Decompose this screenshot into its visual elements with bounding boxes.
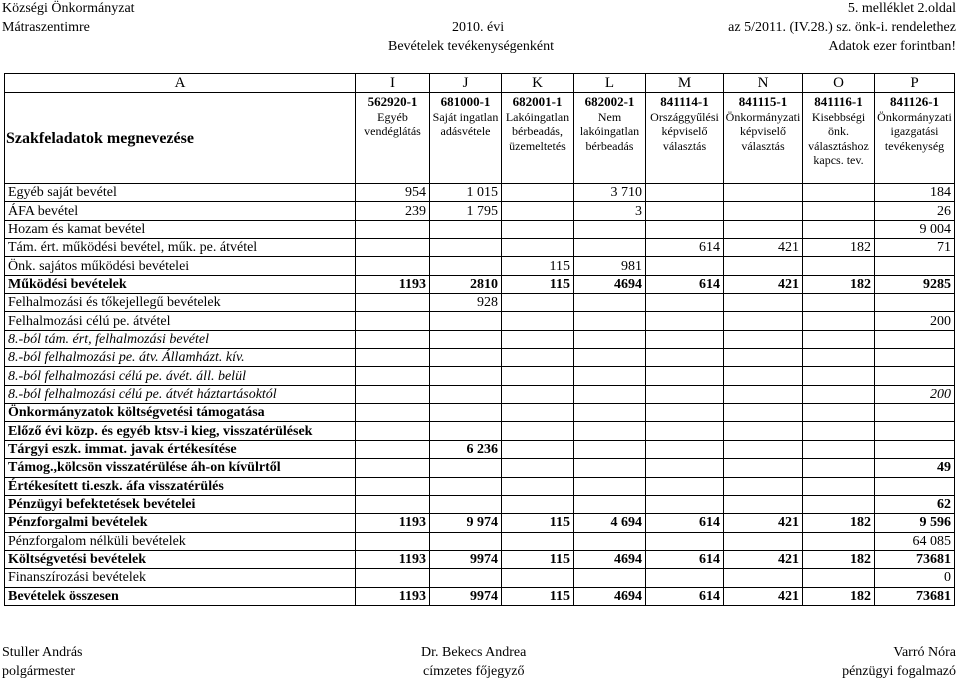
value-cell [875, 349, 955, 367]
column-code: 681000-1 [440, 94, 491, 109]
value-cell [502, 569, 574, 587]
signer2-role: címzetes főjegyző [423, 664, 525, 679]
value-cell [724, 532, 803, 550]
value-cell: 9285 [875, 275, 955, 293]
value-cell [356, 312, 430, 330]
value-cell [574, 312, 646, 330]
value-cell [356, 569, 430, 587]
value-cell: 421 [724, 550, 803, 568]
value-cell [724, 367, 803, 385]
value-cell [502, 330, 574, 348]
column-header [646, 93, 724, 184]
value-cell [502, 202, 574, 220]
value-cell [646, 202, 724, 220]
value-cell: 64 085 [875, 532, 955, 550]
value-cell [803, 349, 875, 367]
value-cell: 614 [646, 514, 724, 532]
year-label: 2010. évi [452, 20, 505, 35]
value-cell [646, 330, 724, 348]
value-cell [430, 220, 502, 238]
value-cell [574, 330, 646, 348]
value-cell [430, 257, 502, 275]
value-cell: 614 [646, 550, 724, 568]
table-row [5, 294, 955, 312]
value-cell [356, 440, 430, 458]
signer1-role: polgármester [2, 664, 76, 679]
value-cell: 9974 [430, 550, 502, 568]
value-cell [875, 257, 955, 275]
value-cell [430, 349, 502, 367]
value-cell: 421 [724, 587, 803, 605]
value-cell [646, 367, 724, 385]
column-letter: A [5, 74, 356, 93]
value-cell: 115 [502, 275, 574, 293]
value-cell: 26 [875, 202, 955, 220]
value-cell [356, 220, 430, 238]
value-cell [875, 422, 955, 440]
table-row [5, 440, 955, 458]
column-header [430, 93, 502, 184]
value-cell [724, 459, 803, 477]
value-cell [724, 202, 803, 220]
table-row [5, 220, 955, 238]
value-cell [502, 422, 574, 440]
value-cell: 3 710 [574, 184, 646, 202]
table-row [5, 184, 955, 202]
column-header [875, 93, 955, 184]
value-cell [574, 349, 646, 367]
value-cell: 1193 [356, 514, 430, 532]
column-code: 682001-1 [512, 94, 563, 109]
value-cell [356, 330, 430, 348]
column-code: 841115-1 [738, 94, 788, 109]
value-cell [574, 239, 646, 257]
value-cell [724, 477, 803, 495]
value-cell [502, 367, 574, 385]
value-cell: 3 [574, 202, 646, 220]
value-cell [803, 477, 875, 495]
value-cell [646, 440, 724, 458]
value-cell [646, 184, 724, 202]
value-cell [646, 404, 724, 422]
column-header [724, 93, 803, 184]
table-row [5, 385, 955, 403]
value-cell [724, 404, 803, 422]
value-cell: 614 [646, 275, 724, 293]
value-cell: 1 015 [430, 184, 502, 202]
value-cell: 928 [430, 294, 502, 312]
row-label: Önkormányzatok költségvetési támogatása [5, 404, 356, 422]
revenue-table [4, 73, 955, 606]
value-cell: 115 [502, 550, 574, 568]
row-label: Működési bevételek [5, 275, 356, 293]
value-cell: 1 795 [430, 202, 502, 220]
value-cell [356, 532, 430, 550]
value-cell [502, 294, 574, 312]
column-name: Lakóingatlan bérbeadás, üzemeltetés [505, 109, 570, 153]
value-cell: 421 [724, 514, 803, 532]
decree-ref: az 5/2011. (IV.28.) sz. önk-i. rendelethez [728, 20, 956, 35]
table-row [5, 550, 955, 568]
row-label: Önk. sajátos működési bevételei [5, 257, 356, 275]
value-cell [803, 330, 875, 348]
value-cell [502, 440, 574, 458]
value-cell: 239 [356, 202, 430, 220]
value-cell [803, 404, 875, 422]
value-cell: 62 [875, 495, 955, 513]
value-cell [574, 294, 646, 312]
column-header [803, 93, 875, 184]
row-label: Költségvetési bevételek [5, 550, 356, 568]
value-cell: 1193 [356, 550, 430, 568]
table-row [5, 275, 955, 293]
row-label: Finanszírozási bevételek [5, 569, 356, 587]
row-label: Felhalmozási célú pe. átvétel [5, 312, 356, 330]
column-code: 562920-1 [367, 94, 418, 109]
signer3-role: pénzügyi fogalmazó [842, 664, 956, 679]
value-cell [356, 422, 430, 440]
row-label: Pénzügyi befektetések bevételei [5, 495, 356, 513]
table-row [5, 587, 955, 605]
column-name: Önkormányzati igazgatási tevékenység [877, 109, 952, 153]
table-row [5, 514, 955, 532]
value-cell: 6 236 [430, 440, 502, 458]
table-row [5, 330, 955, 348]
value-cell [803, 184, 875, 202]
column-letter: N [724, 74, 803, 93]
value-cell [646, 349, 724, 367]
value-cell [724, 184, 803, 202]
value-cell: 1193 [356, 587, 430, 605]
value-cell [724, 330, 803, 348]
value-cell [430, 404, 502, 422]
value-cell: 954 [356, 184, 430, 202]
row-label: 8.-ból tám. ért, felhalmozási bevétel [5, 330, 356, 348]
value-cell: 4694 [574, 550, 646, 568]
value-cell: 4694 [574, 587, 646, 605]
column-name: Kisebbségi önk. választáshoz kapcs. tev. [808, 109, 869, 167]
table-row [5, 532, 955, 550]
value-cell [430, 385, 502, 403]
value-cell [430, 367, 502, 385]
row-label: Bevételek összesen [5, 587, 356, 605]
table-row [5, 477, 955, 495]
value-cell [430, 532, 502, 550]
value-cell: 1193 [356, 275, 430, 293]
value-cell: 614 [646, 587, 724, 605]
value-cell: 73681 [875, 550, 955, 568]
value-cell [646, 459, 724, 477]
table-row [5, 257, 955, 275]
value-cell [574, 385, 646, 403]
table-row [5, 495, 955, 513]
table-row [5, 312, 955, 330]
value-cell: 73681 [875, 587, 955, 605]
table-row [5, 404, 955, 422]
value-cell [356, 477, 430, 495]
value-cell [803, 459, 875, 477]
value-cell [724, 220, 803, 238]
unit-label: Adatok ezer forintban! [828, 39, 956, 54]
value-cell [430, 330, 502, 348]
value-cell [574, 367, 646, 385]
page-ref: 5. melléklet 2.oldal [847, 1, 956, 16]
value-cell [356, 349, 430, 367]
value-cell [430, 477, 502, 495]
table-row [5, 349, 955, 367]
value-cell [803, 257, 875, 275]
value-cell [574, 459, 646, 477]
value-cell [430, 312, 502, 330]
value-cell: 115 [502, 257, 574, 275]
place-name: Mátraszentimre [2, 20, 90, 35]
value-cell [502, 239, 574, 257]
value-cell [574, 569, 646, 587]
value-cell [356, 257, 430, 275]
value-cell [646, 312, 724, 330]
row-label: Értékesített ti.eszk. áfa visszatérülés [5, 477, 356, 495]
value-cell: 182 [803, 239, 875, 257]
column-name: Egyéb vendéglátás [364, 109, 421, 138]
row-label: Előző évi közp. és egyéb ktsv-i kieg, visszatérülések [5, 422, 356, 440]
value-cell [803, 440, 875, 458]
value-cell [875, 330, 955, 348]
signer2-name: Dr. Bekecs Andrea [421, 645, 527, 660]
column-letter: O [803, 74, 875, 93]
value-cell [724, 385, 803, 403]
row-label: ÁFA bevétel [5, 202, 356, 220]
value-cell [356, 459, 430, 477]
value-cell [502, 404, 574, 422]
value-cell [803, 385, 875, 403]
value-cell [502, 459, 574, 477]
row-label: Felhalmozási és tőkejellegű bevételek [5, 294, 356, 312]
value-cell [502, 220, 574, 238]
signer1-name: Stuller András [2, 645, 83, 660]
row-label: Pénzforgalom nélküli bevételek [5, 532, 356, 550]
value-cell: 182 [803, 275, 875, 293]
value-cell: 9974 [430, 587, 502, 605]
row-label: Tám. ért. működési bevétel, műk. pe. átvétel [5, 239, 356, 257]
value-cell: 182 [803, 550, 875, 568]
column-name: Országgyűlési képviselő választás [650, 109, 719, 153]
row-label: Támog.,kölcsön visszatérülése áh-on kívülrtől [5, 459, 356, 477]
value-cell [803, 569, 875, 587]
value-cell [724, 495, 803, 513]
column-letter-row [5, 74, 955, 93]
value-cell [574, 532, 646, 550]
value-cell [502, 532, 574, 550]
value-cell: 4694 [574, 275, 646, 293]
value-cell [430, 239, 502, 257]
table-row [5, 422, 955, 440]
value-cell [574, 477, 646, 495]
column-header [356, 93, 430, 184]
value-cell [430, 569, 502, 587]
table-row [5, 459, 955, 477]
value-cell [803, 202, 875, 220]
row-label: 8.-ból felhalmozási pe. átv. Államházt. kív. [5, 349, 356, 367]
column-code: 841116-1 [814, 94, 863, 109]
value-cell [803, 294, 875, 312]
column-header [502, 93, 574, 184]
value-cell [356, 239, 430, 257]
value-cell [574, 220, 646, 238]
value-cell [356, 404, 430, 422]
value-cell: 0 [875, 569, 955, 587]
value-cell: 115 [502, 514, 574, 532]
value-cell [502, 312, 574, 330]
value-cell [646, 569, 724, 587]
value-cell [430, 459, 502, 477]
value-cell [803, 532, 875, 550]
value-cell [646, 477, 724, 495]
table-row [5, 367, 955, 385]
value-cell: 200 [875, 385, 955, 403]
value-cell: 421 [724, 239, 803, 257]
value-cell [724, 422, 803, 440]
value-cell [646, 257, 724, 275]
value-cell: 200 [875, 312, 955, 330]
value-cell [502, 349, 574, 367]
value-cell: 981 [574, 257, 646, 275]
value-cell: 49 [875, 459, 955, 477]
value-cell [803, 220, 875, 238]
value-cell [646, 385, 724, 403]
value-cell [574, 404, 646, 422]
value-cell [724, 257, 803, 275]
value-cell [502, 495, 574, 513]
row-label: 8.-ból felhalmozási célú pe. átvét háztartásoktól [5, 385, 356, 403]
value-cell [646, 495, 724, 513]
value-cell [875, 477, 955, 495]
table-row [5, 239, 955, 257]
column-header [574, 93, 646, 184]
column-name: Nem lakóingatlan bérbeadás [579, 109, 640, 153]
value-cell: 9 974 [430, 514, 502, 532]
value-cell [430, 422, 502, 440]
column-letter: P [875, 74, 955, 93]
value-cell [875, 294, 955, 312]
value-cell [574, 440, 646, 458]
value-cell: 71 [875, 239, 955, 257]
value-cell [646, 422, 724, 440]
column-letter: K [502, 74, 574, 93]
row-label: Hozam és kamat bevétel [5, 220, 356, 238]
value-cell [875, 367, 955, 385]
value-cell [646, 220, 724, 238]
value-cell [502, 184, 574, 202]
value-cell [803, 495, 875, 513]
title-header-cell: Szakfeladatok megnevezése [5, 93, 356, 184]
column-code: 841126-1 [889, 94, 940, 109]
value-cell [803, 367, 875, 385]
value-cell [875, 440, 955, 458]
column-letter: I [356, 74, 430, 93]
value-cell [724, 294, 803, 312]
value-cell: 184 [875, 184, 955, 202]
column-letter: J [430, 74, 502, 93]
value-cell [430, 495, 502, 513]
row-label: 8.-ból felhalmozási célú pe. ávét. áll. belül [5, 367, 356, 385]
column-name: Saját ingatlan adásvétele [432, 109, 499, 138]
value-cell: 614 [646, 239, 724, 257]
column-code: 682002-1 [584, 94, 635, 109]
column-letter: L [574, 74, 646, 93]
column-name: Önkormányzati képviselő választás [725, 109, 801, 153]
value-cell [356, 385, 430, 403]
value-cell [724, 440, 803, 458]
value-cell [502, 385, 574, 403]
value-cell [574, 422, 646, 440]
signer3-name: Varró Nóra [893, 645, 956, 660]
value-cell [502, 477, 574, 495]
value-cell: 9 596 [875, 514, 955, 532]
value-cell [803, 422, 875, 440]
value-cell [356, 495, 430, 513]
value-cell [646, 532, 724, 550]
value-cell [724, 312, 803, 330]
value-cell: 9 004 [875, 220, 955, 238]
value-cell: 182 [803, 587, 875, 605]
row-label: Pénzforgalmi bevételek [5, 514, 356, 532]
value-cell [875, 404, 955, 422]
value-cell: 182 [803, 514, 875, 532]
row-label: Egyéb saját bevétel [5, 184, 356, 202]
org-name: Községi Önkormányzat [2, 1, 135, 16]
row-label: Tárgyi eszk. immat. javak értékesítése [5, 440, 356, 458]
value-cell: 4 694 [574, 514, 646, 532]
value-cell: 115 [502, 587, 574, 605]
value-cell: 2810 [430, 275, 502, 293]
column-code: 841114-1 [660, 94, 709, 109]
table-row [5, 202, 955, 220]
value-cell [574, 495, 646, 513]
doc-title: Bevételek tevékenységenként [388, 39, 554, 54]
value-cell [724, 349, 803, 367]
value-cell [803, 312, 875, 330]
table-row [5, 569, 955, 587]
column-header-row [5, 93, 955, 184]
value-cell [356, 294, 430, 312]
value-cell: 421 [724, 275, 803, 293]
value-cell [356, 367, 430, 385]
value-cell [724, 569, 803, 587]
value-cell [646, 294, 724, 312]
column-letter: M [646, 74, 724, 93]
